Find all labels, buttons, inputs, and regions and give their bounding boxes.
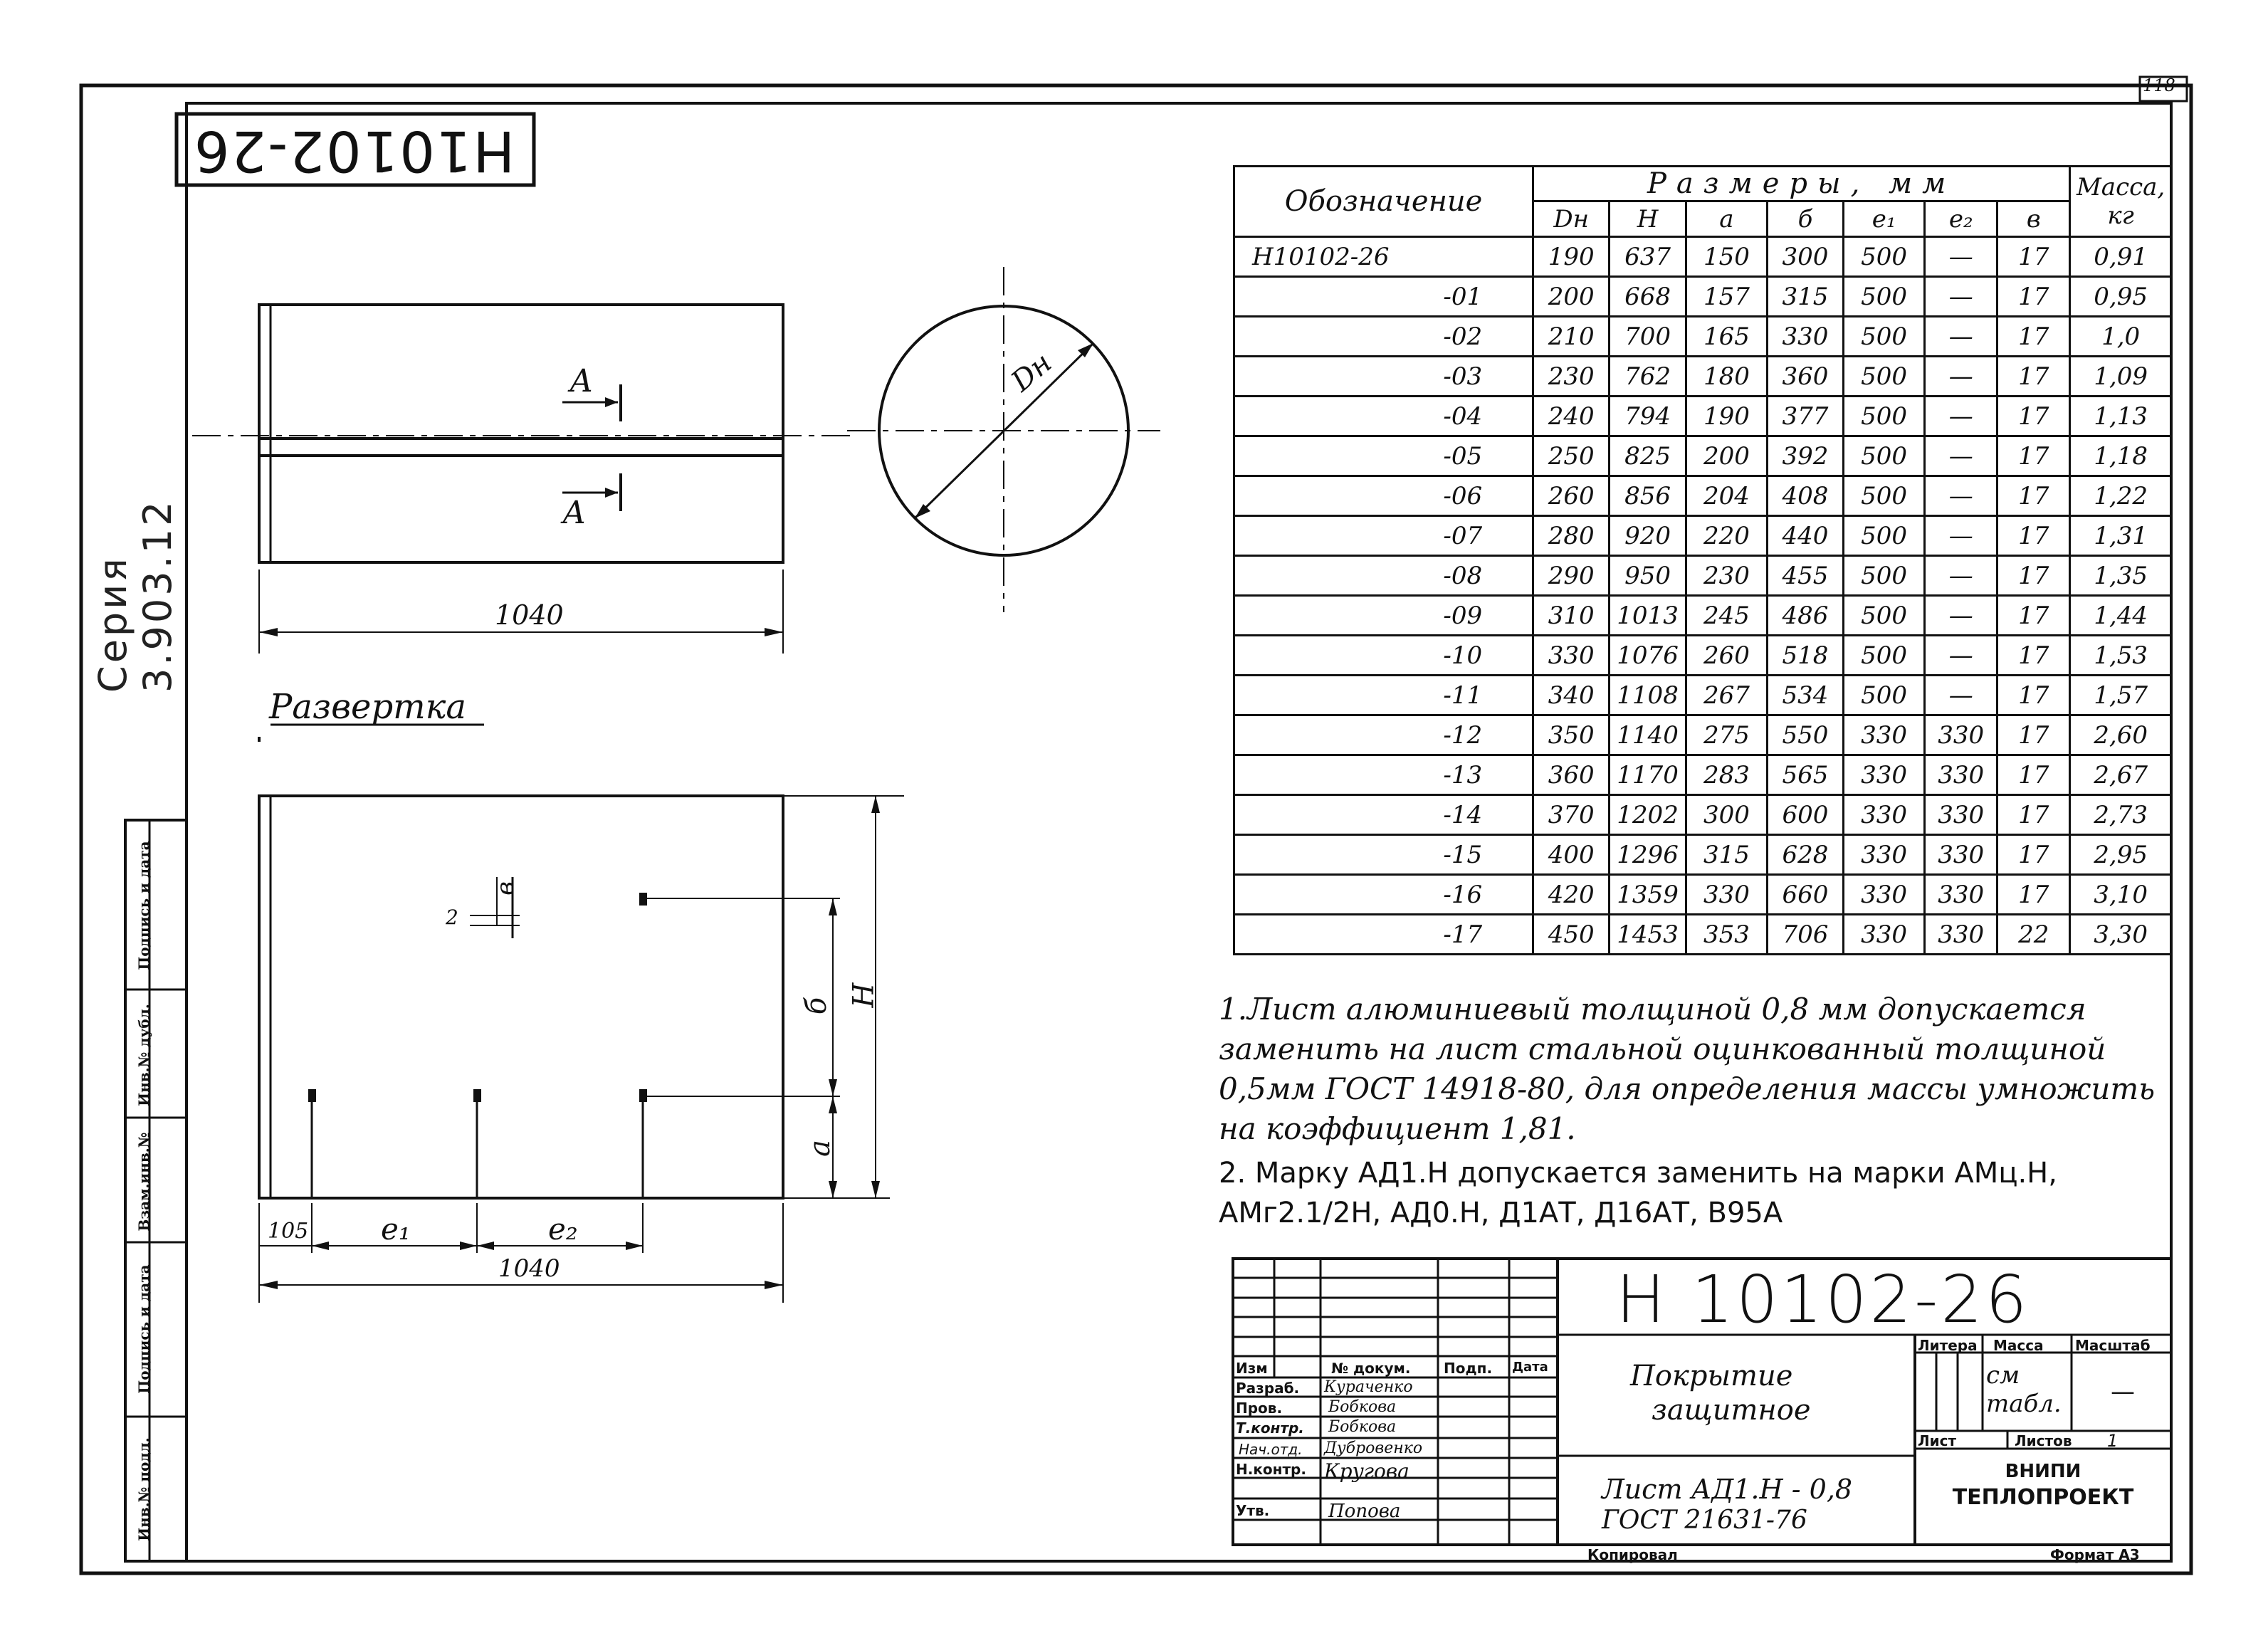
row-size-cell: 340 bbox=[1533, 676, 1610, 715]
row-size-cell: 267 bbox=[1686, 676, 1767, 715]
row-size-cell: 920 bbox=[1610, 516, 1686, 556]
row-size-cell: 17 bbox=[1997, 875, 2070, 915]
row-size-cell: 350 bbox=[1533, 715, 1610, 755]
row-size-cell: 230 bbox=[1533, 357, 1610, 397]
row-designation: Н10102-26 bbox=[1234, 237, 1533, 277]
dim-b: в bbox=[490, 881, 520, 896]
row-size-cell: 500 bbox=[1844, 516, 1925, 556]
row-mass: 2,60 bbox=[2070, 715, 2172, 755]
role-utv: Утв. bbox=[1236, 1502, 1270, 1519]
row-size-cell: 330 bbox=[1533, 636, 1610, 676]
row-size-cell: 330 bbox=[1844, 715, 1925, 755]
row-size-cell: 190 bbox=[1533, 237, 1610, 277]
row-size-cell: 353 bbox=[1686, 915, 1767, 955]
row-size-cell: 500 bbox=[1844, 436, 1925, 476]
name-razrab: Кураченко bbox=[1324, 1378, 1413, 1396]
dim-H: Н bbox=[847, 982, 881, 1008]
row-size-cell: 330 bbox=[1844, 755, 1925, 795]
row-size-cell: 360 bbox=[1533, 755, 1610, 795]
table-row bbox=[1234, 636, 2172, 676]
side-label-vzam-inv: Взам.инв.№ bbox=[135, 1132, 152, 1232]
row-size-cell: 17 bbox=[1997, 516, 2070, 556]
note-1: 1.Лист алюминиевый толщиной 0,8 мм допускается заменить на лист стальной оцинкованный толщиной 0,5мм ГОСТ 14918-80, для определения массы умножить на коэффициент 1,81. bbox=[1219, 992, 2156, 1146]
hdr-podp: Подп. bbox=[1444, 1360, 1493, 1377]
row-size-cell: 360 bbox=[1767, 357, 1843, 397]
row-size-cell: 330 bbox=[1925, 715, 1997, 755]
row-size-cell: 500 bbox=[1844, 636, 1925, 676]
row-size-cell: 330 bbox=[1686, 875, 1767, 915]
name-prov: Бобкова bbox=[1328, 1398, 1397, 1416]
row-mass: 2,67 bbox=[2070, 755, 2172, 795]
row-size-cell: 17 bbox=[1997, 397, 2070, 436]
row-size-cell: 825 bbox=[1610, 436, 1686, 476]
col-designation-header: Обозначение bbox=[1234, 167, 1533, 237]
row-mass: 1,53 bbox=[2070, 636, 2172, 676]
listov-label: Листов bbox=[2015, 1432, 2072, 1449]
row-mass: 1,44 bbox=[2070, 596, 2172, 636]
dim-e2: e₂ bbox=[548, 1212, 578, 1247]
row-size-cell: 17 bbox=[1997, 755, 2070, 795]
row-size-cell: 500 bbox=[1844, 237, 1925, 277]
row-size-cell: 706 bbox=[1767, 915, 1843, 955]
row-size-cell: 200 bbox=[1533, 277, 1610, 317]
col-sizes-header: Размеры, мм bbox=[1533, 167, 2070, 201]
sub-header: а bbox=[1686, 201, 1767, 237]
row-size-cell: 230 bbox=[1686, 556, 1767, 596]
developed-view-title: Развертка bbox=[269, 687, 466, 727]
row-size-cell: 210 bbox=[1533, 317, 1610, 357]
row-size-cell: 1140 bbox=[1610, 715, 1686, 755]
row-mass: 3,30 bbox=[2070, 915, 2172, 955]
notes bbox=[1219, 990, 2187, 1237]
row-mass: 1,0 bbox=[2070, 317, 2172, 357]
table-row bbox=[1234, 676, 2172, 715]
row-size-cell: 600 bbox=[1767, 795, 1843, 835]
row-mass: 0,95 bbox=[2070, 277, 2172, 317]
listov-value: 1 bbox=[2107, 1431, 2119, 1451]
row-size-cell: 330 bbox=[1844, 795, 1925, 835]
row-size-cell: 450 bbox=[1533, 915, 1610, 955]
row-size-cell: 300 bbox=[1686, 795, 1767, 835]
row-size-cell: 377 bbox=[1767, 397, 1843, 436]
table-row bbox=[1234, 357, 2172, 397]
row-designation: -07 bbox=[1234, 516, 1533, 556]
row-size-cell: 245 bbox=[1686, 596, 1767, 636]
table-row bbox=[1234, 596, 2172, 636]
row-size-cell: — bbox=[1925, 317, 1997, 357]
row-size-cell: 856 bbox=[1610, 476, 1686, 516]
row-size-cell: 1296 bbox=[1610, 835, 1686, 875]
row-size-cell: 17 bbox=[1997, 357, 2070, 397]
row-size-cell: 330 bbox=[1925, 795, 1997, 835]
row-size-cell: 330 bbox=[1844, 915, 1925, 955]
masshtab-label: Масштаб bbox=[2075, 1337, 2151, 1354]
list-label: Лист bbox=[1918, 1432, 1957, 1449]
row-size-cell: 190 bbox=[1686, 397, 1767, 436]
row-mass: 3,10 bbox=[2070, 875, 2172, 915]
row-designation: -17 bbox=[1234, 915, 1533, 955]
row-designation: -05 bbox=[1234, 436, 1533, 476]
row-size-cell: 500 bbox=[1844, 277, 1925, 317]
row-size-cell: 330 bbox=[1925, 835, 1997, 875]
row-designation: -10 bbox=[1234, 636, 1533, 676]
sub-header: Dн bbox=[1533, 201, 1610, 237]
row-mass: 2,95 bbox=[2070, 835, 2172, 875]
org-line-2: ТЕПЛОПРОЕКТ bbox=[1952, 1485, 2134, 1510]
table-row bbox=[1234, 436, 2172, 476]
material-line-2: ГОСТ 21631-76 bbox=[1602, 1506, 1807, 1535]
row-size-cell: 150 bbox=[1686, 237, 1767, 277]
row-size-cell: 1076 bbox=[1610, 636, 1686, 676]
row-size-cell: 660 bbox=[1767, 875, 1843, 915]
table-row bbox=[1234, 715, 2172, 755]
table-row bbox=[1234, 237, 2172, 277]
note-2: 2. Марку АД1.Н допускается заменить на марки АМц.Н, АМг2.1/2Н, АД0.Н, Д1АТ, Д16АТ, В95А bbox=[1219, 1157, 2057, 1229]
table-row bbox=[1234, 795, 2172, 835]
massa-label: Масса bbox=[1993, 1337, 2044, 1354]
length-top-label: 1040 bbox=[495, 599, 564, 631]
row-size-cell: — bbox=[1925, 237, 1997, 277]
row-size-cell: 565 bbox=[1767, 755, 1843, 795]
role-nachotd: Нач.отд. bbox=[1239, 1441, 1303, 1458]
table-row bbox=[1234, 317, 2172, 357]
row-size-cell: 500 bbox=[1844, 556, 1925, 596]
row-size-cell: — bbox=[1925, 556, 1997, 596]
row-size-cell: 637 bbox=[1610, 237, 1686, 277]
row-designation: -09 bbox=[1234, 596, 1533, 636]
side-label-inv-podl: Инв.№ подл. bbox=[135, 1437, 152, 1541]
hdr-izm: Изм bbox=[1236, 1360, 1268, 1377]
row-designation: -08 bbox=[1234, 556, 1533, 596]
row-mass: 1,13 bbox=[2070, 397, 2172, 436]
row-size-cell: 200 bbox=[1686, 436, 1767, 476]
row-designation: -06 bbox=[1234, 476, 1533, 516]
row-size-cell: 165 bbox=[1686, 317, 1767, 357]
table-row bbox=[1234, 755, 2172, 795]
row-size-cell: 950 bbox=[1610, 556, 1686, 596]
row-mass: 1,35 bbox=[2070, 556, 2172, 596]
row-size-cell: 330 bbox=[1844, 835, 1925, 875]
table-row bbox=[1234, 516, 2172, 556]
role-prov: Пров. bbox=[1236, 1400, 1283, 1417]
row-size-cell: — bbox=[1925, 436, 1997, 476]
side-label-inv-dubl: Инв.№ дубл. bbox=[135, 1004, 152, 1106]
sub-header: Н bbox=[1610, 201, 1686, 237]
row-size-cell: 310 bbox=[1533, 596, 1610, 636]
row-size-cell: 330 bbox=[1844, 875, 1925, 915]
dim-a: а bbox=[803, 1140, 836, 1157]
table-row bbox=[1234, 476, 2172, 516]
sheet-number: 118 bbox=[2143, 75, 2175, 95]
row-size-cell: 17 bbox=[1997, 596, 2070, 636]
row-size-cell: 1359 bbox=[1610, 875, 1686, 915]
row-size-cell: 300 bbox=[1767, 237, 1843, 277]
dim-2: 2 bbox=[446, 906, 458, 929]
row-size-cell: 330 bbox=[1925, 755, 1997, 795]
row-size-cell: 500 bbox=[1844, 476, 1925, 516]
end-view bbox=[847, 267, 1160, 612]
row-size-cell: 500 bbox=[1844, 676, 1925, 715]
row-size-cell: 668 bbox=[1610, 277, 1686, 317]
row-size-cell: 700 bbox=[1610, 317, 1686, 357]
table-row bbox=[1234, 397, 2172, 436]
section-a-top: А bbox=[569, 363, 594, 399]
length-bottom-label: 1040 bbox=[498, 1254, 560, 1283]
series-label: Серия 3.903.12 bbox=[90, 498, 180, 693]
dim-e1: e₁ bbox=[381, 1212, 411, 1247]
scale-value: — bbox=[2111, 1377, 2135, 1406]
row-mass: 1,22 bbox=[2070, 476, 2172, 516]
row-size-cell: — bbox=[1925, 357, 1997, 397]
row-size-cell: 370 bbox=[1533, 795, 1610, 835]
col-mass-header: Масса, кг bbox=[2070, 167, 2172, 237]
row-size-cell: 1013 bbox=[1610, 596, 1686, 636]
row-size-cell: 17 bbox=[1997, 676, 2070, 715]
row-size-cell: 283 bbox=[1686, 755, 1767, 795]
row-size-cell: 1453 bbox=[1610, 915, 1686, 955]
row-size-cell: — bbox=[1925, 277, 1997, 317]
sub-header: e₂ bbox=[1925, 201, 1997, 237]
row-size-cell: 455 bbox=[1767, 556, 1843, 596]
top-code: Н10102-26 bbox=[192, 118, 515, 182]
dim-delta: б bbox=[800, 997, 834, 1015]
row-size-cell: 250 bbox=[1533, 436, 1610, 476]
hdr-data: Дата bbox=[1512, 1360, 1548, 1375]
row-mass: 1,31 bbox=[2070, 516, 2172, 556]
row-size-cell: 17 bbox=[1997, 317, 2070, 357]
row-size-cell: 260 bbox=[1686, 636, 1767, 676]
litera-label: Литера bbox=[1918, 1337, 1978, 1354]
row-size-cell: 240 bbox=[1533, 397, 1610, 436]
row-designation: -16 bbox=[1234, 875, 1533, 915]
diameter-label: Dн bbox=[1005, 346, 1059, 399]
row-designation: -01 bbox=[1234, 277, 1533, 317]
row-size-cell: 794 bbox=[1610, 397, 1686, 436]
name-tkontr: Бобкова bbox=[1328, 1418, 1397, 1436]
row-size-cell: 628 bbox=[1767, 835, 1843, 875]
row-designation: -14 bbox=[1234, 795, 1533, 835]
row-size-cell: 260 bbox=[1533, 476, 1610, 516]
row-designation: -02 bbox=[1234, 317, 1533, 357]
table-row bbox=[1234, 915, 2172, 955]
row-size-cell: 500 bbox=[1844, 596, 1925, 636]
org-line-1: ВНИПИ bbox=[2005, 1461, 2081, 1482]
row-size-cell: — bbox=[1925, 476, 1997, 516]
spec-table bbox=[1233, 165, 2173, 955]
table-row bbox=[1234, 835, 2172, 875]
material-line-1: Лист АД1.Н - 0,8 bbox=[1602, 1474, 1853, 1505]
row-size-cell: 157 bbox=[1686, 277, 1767, 317]
row-size-cell: 518 bbox=[1767, 636, 1843, 676]
row-designation: -12 bbox=[1234, 715, 1533, 755]
role-razrab: Разраб. bbox=[1236, 1380, 1300, 1397]
row-size-cell: 392 bbox=[1767, 436, 1843, 476]
row-size-cell: 330 bbox=[1925, 915, 1997, 955]
row-size-cell: 1108 bbox=[1610, 676, 1686, 715]
row-size-cell: 1202 bbox=[1610, 795, 1686, 835]
row-size-cell: 315 bbox=[1686, 835, 1767, 875]
row-size-cell: 330 bbox=[1925, 875, 1997, 915]
row-mass: 0,91 bbox=[2070, 237, 2172, 277]
row-designation: -13 bbox=[1234, 755, 1533, 795]
row-size-cell: 408 bbox=[1767, 476, 1843, 516]
row-mass: 2,73 bbox=[2070, 795, 2172, 835]
mass-value: см табл. bbox=[1986, 1361, 2062, 1418]
row-size-cell: 17 bbox=[1997, 277, 2070, 317]
row-size-cell: 550 bbox=[1767, 715, 1843, 755]
row-mass: 1,09 bbox=[2070, 357, 2172, 397]
dim-105: 105 bbox=[268, 1219, 309, 1244]
row-size-cell: 440 bbox=[1767, 516, 1843, 556]
row-size-cell: — bbox=[1925, 596, 1997, 636]
row-designation: -04 bbox=[1234, 397, 1533, 436]
name-utv: Попова bbox=[1328, 1501, 1401, 1522]
row-mass: 1,18 bbox=[2070, 436, 2172, 476]
table-row bbox=[1234, 277, 2172, 317]
row-designation: -15 bbox=[1234, 835, 1533, 875]
row-size-cell: — bbox=[1925, 516, 1997, 556]
row-size-cell: 315 bbox=[1767, 277, 1843, 317]
row-size-cell: 17 bbox=[1997, 636, 2070, 676]
row-size-cell: 180 bbox=[1686, 357, 1767, 397]
row-size-cell: 17 bbox=[1997, 835, 2070, 875]
sub-header: в bbox=[1997, 201, 2070, 237]
name-nkontr: Кругова bbox=[1324, 1459, 1409, 1483]
section-a-bottom: А bbox=[562, 495, 587, 531]
row-size-cell: 290 bbox=[1533, 556, 1610, 596]
row-size-cell: 1170 bbox=[1610, 755, 1686, 795]
row-size-cell: — bbox=[1925, 636, 1997, 676]
row-size-cell: 22 bbox=[1997, 915, 2070, 955]
side-label-podpis-2: Подпись и дата bbox=[135, 841, 152, 970]
kopiroval-label: Копировал bbox=[1587, 1546, 1678, 1563]
row-size-cell: 220 bbox=[1686, 516, 1767, 556]
sub-header: б bbox=[1767, 201, 1843, 237]
row-size-cell: 420 bbox=[1533, 875, 1610, 915]
row-size-cell: 204 bbox=[1686, 476, 1767, 516]
row-size-cell: 17 bbox=[1997, 237, 2070, 277]
row-size-cell: 17 bbox=[1997, 556, 2070, 596]
row-size-cell: — bbox=[1925, 676, 1997, 715]
row-size-cell: — bbox=[1925, 397, 1997, 436]
row-size-cell: 500 bbox=[1844, 317, 1925, 357]
side-label-podpis-1: Подпись и дата bbox=[135, 1264, 152, 1394]
row-size-cell: 762 bbox=[1610, 357, 1686, 397]
doc-code: Н 10102-26 bbox=[1616, 1261, 2030, 1338]
doc-title-2: защитное bbox=[1652, 1394, 1811, 1427]
row-designation: -11 bbox=[1234, 676, 1533, 715]
row-size-cell: 280 bbox=[1533, 516, 1610, 556]
format-label: Формат А3 bbox=[2050, 1546, 2140, 1563]
name-nachotd: Дубровенко bbox=[1324, 1439, 1423, 1457]
role-tkontr: Т.контр. bbox=[1236, 1419, 1304, 1437]
table-row bbox=[1234, 875, 2172, 915]
row-mass: 1,57 bbox=[2070, 676, 2172, 715]
row-size-cell: 400 bbox=[1533, 835, 1610, 875]
role-nkontr: Н.контр. bbox=[1236, 1461, 1306, 1478]
row-size-cell: 17 bbox=[1997, 476, 2070, 516]
row-size-cell: 275 bbox=[1686, 715, 1767, 755]
table-row bbox=[1234, 556, 2172, 596]
row-size-cell: 486 bbox=[1767, 596, 1843, 636]
row-size-cell: 500 bbox=[1844, 397, 1925, 436]
sub-header: e₁ bbox=[1844, 201, 1925, 237]
row-size-cell: 17 bbox=[1997, 436, 2070, 476]
doc-title-1: Покрытие bbox=[1630, 1360, 1793, 1392]
row-size-cell: 17 bbox=[1997, 795, 2070, 835]
row-size-cell: 500 bbox=[1844, 357, 1925, 397]
row-designation: -03 bbox=[1234, 357, 1533, 397]
row-size-cell: 330 bbox=[1767, 317, 1843, 357]
side-stamp bbox=[125, 820, 187, 1561]
row-size-cell: 534 bbox=[1767, 676, 1843, 715]
hdr-dokum: № докум. bbox=[1331, 1360, 1411, 1377]
row-size-cell: 17 bbox=[1997, 715, 2070, 755]
